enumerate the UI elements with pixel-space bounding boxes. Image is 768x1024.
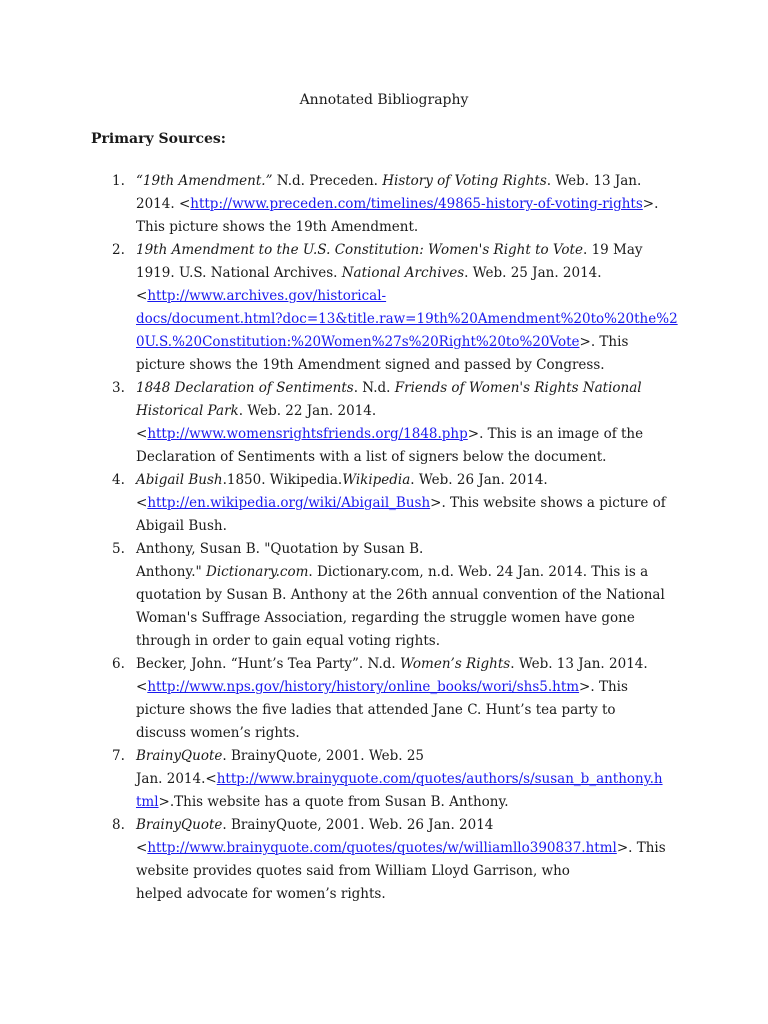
citation-title: Friends of Women's Rights National [394,380,642,396]
entry-number: 8. [112,817,125,833]
entry-line [136,837,676,860]
entry-line [136,814,676,837]
citation-text: . Web. 13 Jan. [546,173,642,189]
bibliography-entry [0,469,676,538]
citation-text: >. This [616,840,666,856]
citation-text: . Web. 26 Jan. 2014. [410,472,548,488]
page-title: Annotated Bibliography [299,92,469,108]
citation-text: helped advocate for women’s rights. [136,886,386,902]
citation-text: < [136,426,148,442]
citation-text: .1850. Wikipedia. [222,472,343,488]
citation-text: >. [642,196,659,212]
citation-link[interactable]: http://en.wikipedia.org/wiki/Abigail_Bush [147,495,431,511]
citation-text: >. This is an image of the [467,426,644,442]
entry-line [136,561,676,584]
section-heading: Primary Sources: [91,131,226,147]
citation-link[interactable]: 0U.S.%20Constitution:%20Women%27s%20Right%20to%20Vote [136,334,580,350]
citation-title: Abigail Bush [136,472,223,488]
citation-text: >.This website has a quote from Susan B. Anthony. [158,794,509,810]
citation-text: Jan. 2014.< [136,771,217,787]
citation-text: >. This [579,334,629,350]
citation-text: . Web. 25 Jan. 2014. [464,265,602,281]
bibliography-entry [0,538,676,653]
entry-line [136,607,676,630]
entry-line [136,423,676,446]
citation-text: < [136,288,148,304]
citation-title: Historical Park [136,403,239,419]
entry-line [136,630,676,653]
bibliography-entry [0,377,676,469]
entry-line [136,216,676,239]
citation-link[interactable]: http://www.nps.gov/history/history/online_books/wori/shs5.htm [147,679,580,695]
bibliography-entry [0,814,676,906]
citation-text: picture shows the 19th Amendment signed and passed by Congress. [136,357,605,373]
bibliography-entry [0,239,676,377]
citation-text: >. This website shows a picture of [430,495,666,511]
citation-text: Abigail Bush. [136,518,227,534]
bibliography-entry [0,170,676,239]
bibliography-entry [0,745,676,814]
citation-text: quotation by Susan B. Anthony at the 26th annual convention of the National [136,587,665,603]
citation-title: “19th Amendment.” [136,173,273,189]
entry-line [136,699,676,722]
citation-title: 19th Amendment to the U.S. Constitution: Women's Right to Vote [136,242,583,258]
citation-link[interactable]: tml [136,794,159,810]
entry-line [136,170,676,193]
citation-title: 1848 Declaration of Sentiments [136,380,354,396]
citation-title: National Archives [341,265,465,281]
citation-link[interactable]: http://www.brainyquote.com/quotes/authors/s/susan_b_anthony.h [216,771,663,787]
entry-number: 7. [112,748,125,764]
entry-line [136,193,676,216]
entry-line [136,768,676,791]
entry-line [136,308,676,331]
entry-number: 5. [112,541,125,557]
citation-text: 1919. U.S. National Archives. [136,265,342,281]
entry-line [136,469,676,492]
entry-line [136,354,676,377]
entry-line [136,285,676,308]
entry-line [136,239,676,262]
citation-text: < [136,495,148,511]
entry-line [136,791,676,814]
citation-title: BrainyQuote [136,817,223,833]
entry-line [136,676,676,699]
citation-text: N.d. Preceden. [272,173,383,189]
citation-text: This picture shows the 19th Amendment. [136,219,419,235]
citation-link[interactable]: docs/document.html?doc=13&title.raw=19th%20Amendment%20to%20the%2 [136,311,678,327]
citation-title: Dictionary.com [206,564,309,580]
citation-title: Women’s Rights [399,656,511,672]
citation-text: Becker, John. “Hunt’s Tea Party”. N.d. [136,656,400,672]
bibliography-entry [0,653,676,745]
citation-text: Declaration of Sentiments with a list of signers below the document. [136,449,607,465]
citation-link[interactable]: http://www.womensrightsfriends.org/1848.php [147,426,468,442]
citation-title: History of Voting Rights [382,173,547,189]
citation-text: discuss women’s rights. [136,725,300,741]
entry-line [136,515,676,538]
citation-text: Woman's Suffrage Association, regarding the struggle women have gone [136,610,635,626]
citation-text: . BrainyQuote, 2001. Web. 25 [222,748,425,764]
entry-line [136,883,676,906]
citation-text: 2014. < [136,196,191,212]
entry-number: 6. [112,656,125,672]
bibliography-list [0,170,768,906]
citation-text: < [136,679,148,695]
entry-line [136,653,676,676]
entry-number: 2. [112,242,125,258]
citation-text: website provides quotes said from William Lloyd Garrison, who [136,863,570,879]
entry-number: 1. [112,173,125,189]
entry-line [136,446,676,469]
citation-text: Anthony, Susan B. "Quotation by Susan B. [136,541,424,557]
entry-line [136,492,676,515]
citation-link[interactable]: http://www.archives.gov/historical- [147,288,387,304]
entry-line [136,377,676,400]
entry-line [136,262,676,285]
entry-line [136,860,676,883]
citation-text: . BrainyQuote, 2001. Web. 26 Jan. 2014 [222,817,494,833]
citation-text: . Dictionary.com, n.d. Web. 24 Jan. 2014. This is a [308,564,649,580]
citation-text: < [136,840,148,856]
entry-number: 3. [112,380,125,396]
entry-line [136,538,676,561]
citation-text: >. This [579,679,628,695]
citation-text: . Web. 22 Jan. 2014. [238,403,377,419]
citation-title: BrainyQuote [136,748,223,764]
entry-line [136,722,676,745]
citation-text: . Web. 13 Jan. 2014. [510,656,648,672]
citation-link[interactable]: http://www.preceden.com/timelines/49865-history-of-voting-rights [190,196,643,212]
citation-text: through in order to gain equal voting rights. [136,633,440,649]
entry-line [136,331,676,354]
entry-line [136,745,676,768]
citation-text: . 19 May [582,242,643,258]
entry-number: 4. [112,472,125,488]
entry-line [136,400,676,423]
citation-text: Anthony." [136,564,207,580]
citation-title: Wikipedia [342,472,411,488]
citation-text: . N.d. [353,380,395,396]
citation-link[interactable]: http://www.brainyquote.com/quotes/quotes/w/williamllo390837.html [147,840,617,856]
entry-line [136,584,676,607]
citation-text: picture shows the five ladies that attended Jane C. Hunt’s tea party to [136,702,616,718]
